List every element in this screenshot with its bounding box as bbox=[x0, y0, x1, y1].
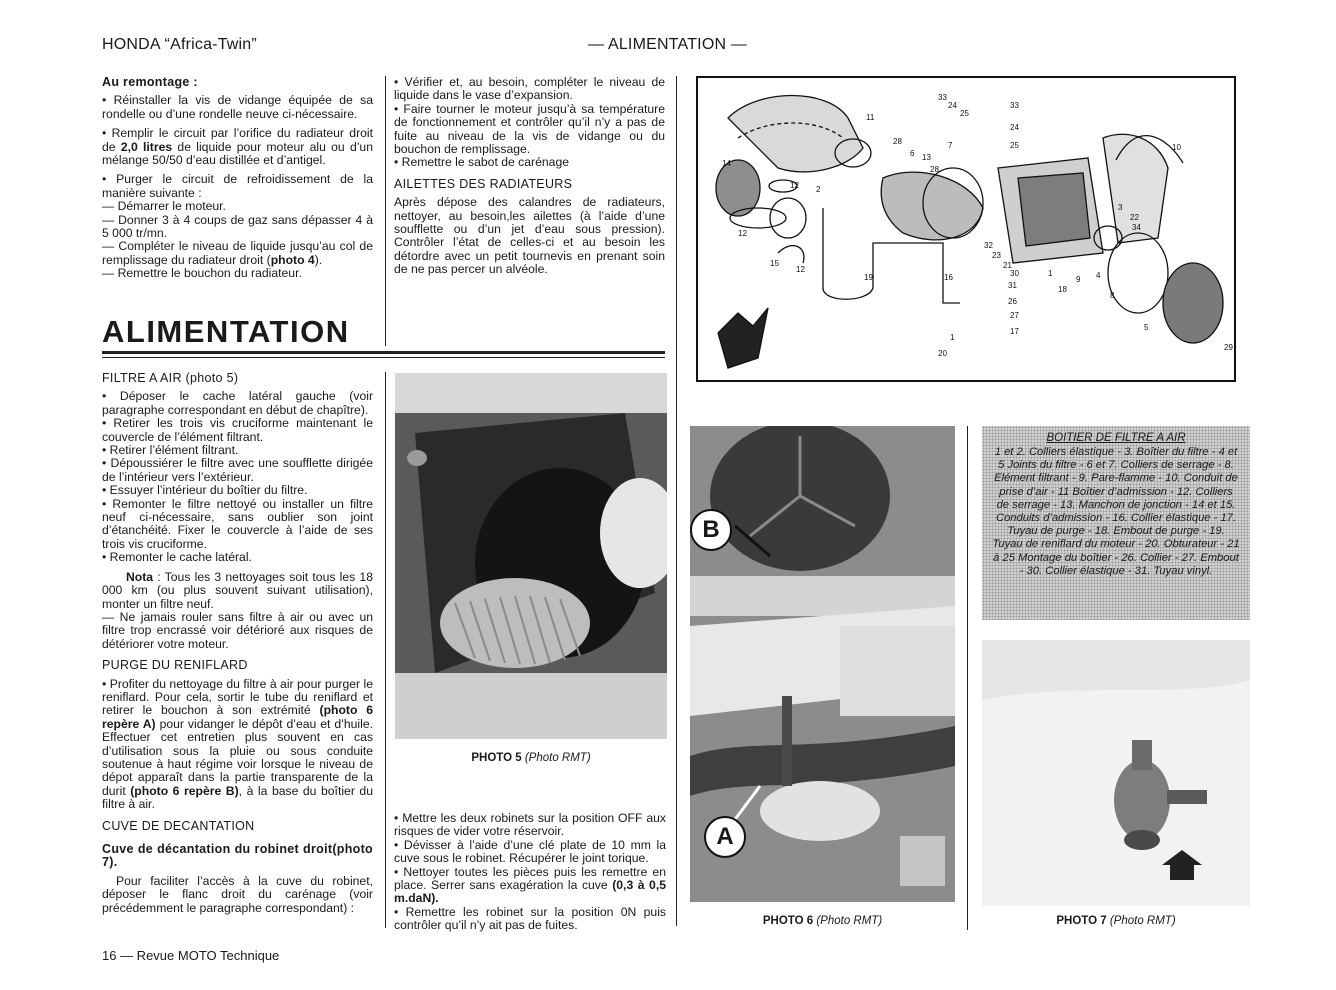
diagram-callout: 11 bbox=[866, 113, 875, 122]
exploded-diagram bbox=[696, 76, 1236, 382]
marker-b: B bbox=[690, 509, 732, 551]
column-divider bbox=[676, 76, 677, 926]
paragraph: • Vérifier et, au besoin, compléter le niveau de liquide dans le vase d’expansion. bbox=[394, 76, 665, 103]
diagram-callout: 10 bbox=[1172, 143, 1181, 152]
diagram-callout: 8 bbox=[1110, 291, 1115, 300]
note-label: Nota bbox=[126, 569, 154, 584]
diagram-callout: 15 bbox=[770, 259, 779, 268]
running-header-left: HONDA “Africa-Twin” bbox=[102, 36, 257, 53]
paragraph: • Purger le circuit de refroidissement de la manière suivante : bbox=[102, 173, 373, 200]
column-divider bbox=[385, 76, 386, 346]
page-footer: 16 — Revue MOTO Technique bbox=[102, 948, 280, 963]
column-1 bbox=[102, 76, 373, 281]
text-run: Profiter du nettoyage du filtre à air pour purger le reniflard. Pour cela, sortir le tube du reniflard et retirer le bouchon à son extrémité bbox=[102, 676, 373, 718]
running-header-center: — ALIMENTATION — bbox=[588, 36, 748, 53]
text-run-bold: (0,3 à 0,5 m.daN). bbox=[394, 878, 666, 906]
section-title: ALIMENTATION bbox=[102, 314, 350, 349]
note bbox=[102, 571, 373, 611]
photo-7-image bbox=[982, 640, 1250, 906]
diagram-callout: 7 bbox=[948, 141, 953, 150]
diagram-callout: 30 bbox=[1010, 269, 1019, 278]
column-2 bbox=[394, 76, 665, 283]
diagram-callout: 6 bbox=[910, 149, 915, 158]
diagram-callout: 28 bbox=[893, 137, 902, 146]
paragraph: • Essuyer l’intérieur du boîtier du filtre. bbox=[102, 484, 373, 497]
diagram-callout: 31 bbox=[1008, 281, 1017, 290]
title-rule bbox=[102, 357, 665, 358]
diagram-callout: 12 bbox=[738, 229, 747, 238]
diagram-callout: 19 bbox=[864, 273, 873, 282]
diagram-callout: 25 bbox=[960, 109, 969, 118]
diagram-callout: 14 bbox=[722, 159, 731, 168]
text-run-bold: photo 4 bbox=[270, 252, 315, 267]
column-4 bbox=[394, 812, 666, 933]
text-run: pour vidanger le dépôt d’eau et d’huile. Effectuer cet entretien plus souvent en cas d’utilisation sous la pluie ou sous conduite soutenue à haut régime voir lorsque le niveau de dépot apparaît dans la partie transparente de la durit bbox=[102, 716, 373, 798]
caption-credit: (Photo RMT) bbox=[524, 752, 591, 764]
diagram-callout: 29 bbox=[1224, 343, 1233, 352]
diagram-legend bbox=[982, 426, 1250, 620]
paragraph bbox=[102, 127, 373, 167]
photo-7 bbox=[982, 640, 1250, 906]
paragraph: • Dépoussiérer le filtre avec une soufflette dirigée de l’intérieur vers l’extérieur. bbox=[102, 457, 373, 484]
photo-7-caption bbox=[982, 915, 1250, 927]
diagram-callout: 22 bbox=[1130, 213, 1139, 222]
diagram-callout: 33 bbox=[938, 93, 947, 102]
paragraph bbox=[394, 866, 666, 906]
paragraph: — Ne jamais rouler sans filtre à air ou avec un filtre trop encrassé voir détérioré aux risques de détériorer votre moteur. bbox=[102, 609, 373, 651]
diagram-callout: 32 bbox=[984, 241, 993, 250]
legend-text: 1 et 2. Colliers élastique - 3. Boîtier du filtre - 4 et 5 Joints du filtre - 6 et 7. Colliers de serrage - 8. Elément filtrant - 9. Pare-flamme - 10. Conduit de prise d’air - 11 Boîtier d’admission - 12. Colliers de serrage - 13. Manchon de jonction - 14 et 15. Conduits d’admission - 16. Collier élastique - 17. Tuyau de purge - 18. Embout de purge - 19. Tuyau de reniflard du moteur - 20. Obturateur - 21 à 25 Montage du boîtier - 26. Collier - 27. Embout - 30. Collier élastique - 31. Tuyau vinyl. bbox=[992, 446, 1240, 577]
diagram-callout: 33 bbox=[1010, 101, 1019, 110]
diagram-callout: 12 bbox=[790, 181, 799, 190]
photo-5-caption bbox=[395, 752, 667, 764]
diagram-callout: 16 bbox=[944, 273, 953, 282]
filtre-heading: FILTRE A AIR (photo 5) bbox=[102, 371, 239, 385]
dash-item bbox=[102, 240, 373, 267]
purge-heading: PURGE DU RENIFLARD bbox=[102, 658, 248, 673]
text-run-bold: 2,0 litres bbox=[120, 139, 173, 154]
paragraph: Après dépose des calandres de radiateurs, nettoyer, au besoin,les ailettes (à l’aide d’une soufflette ou d’un jet d’eau sous pression). Contrôler l’état de celles-ci et au besoin les détordre avec un petit tournevis en prenant soin de ne pas percer un alvéole. bbox=[394, 195, 665, 277]
diagram-callout: 12 bbox=[796, 265, 805, 274]
cuve-heading: CUVE DE DECANTATION bbox=[102, 818, 255, 833]
text-run-bold: (photo 6 repère A) bbox=[102, 703, 374, 731]
diagram-callout: 5 bbox=[1144, 323, 1149, 332]
paragraph bbox=[102, 678, 373, 812]
text-run: ). bbox=[314, 252, 323, 267]
photo-6-caption bbox=[690, 915, 955, 927]
text-run: Nettoyer toutes les pièces puis les remettre en place. Serrer sans exagération la cuve bbox=[394, 864, 666, 893]
photo-5-image bbox=[395, 373, 667, 739]
paragraph: • Retirer les trois vis cruciforme maintenant le couvercle de l’élément filtrant. bbox=[102, 417, 373, 444]
paragraph: Pour faciliter l’accès à la cuve du robinet, déposer le flanc droit du carénage (voir précédemment le paragraphe correspondant) : bbox=[102, 873, 373, 915]
column-3 bbox=[102, 372, 373, 921]
caption-label: PHOTO 5 bbox=[471, 752, 522, 764]
photo-6 bbox=[690, 426, 955, 902]
text-run-bold: (photo 6 repère B) bbox=[130, 783, 239, 798]
diagram-callout: 25 bbox=[1010, 141, 1019, 150]
caption-label: PHOTO 6 bbox=[762, 915, 814, 927]
dash-item: — Démarrer le moteur. bbox=[102, 199, 226, 214]
legend-title: BOITIER DE FILTRE A AIR bbox=[1046, 432, 1186, 444]
diagram-callout: 2 bbox=[816, 185, 821, 194]
caption-label: PHOTO 7 bbox=[1056, 915, 1107, 927]
paragraph: • Réinstaller la vis de vidange équipée de sa rondelle ou d’une rondelle neuve ci-nécessaire. bbox=[102, 94, 373, 121]
text-run: — Compléter le niveau de liquide jusqu’au col de remplissage du radiateur droit ( bbox=[102, 239, 373, 267]
diagram-callout: 1 bbox=[950, 333, 955, 342]
paragraph: • Mettre les deux robinets sur la position OFF aux risques de vider votre réservoir. bbox=[394, 812, 666, 839]
diagram-callout: 28 bbox=[930, 165, 939, 174]
diagram-callout: 9 bbox=[1076, 275, 1081, 284]
paragraph: • Déposer le cache latéral gauche (voir paragraphe correspondant en début de chapître). bbox=[102, 390, 373, 417]
caption-credit: (Photo RMT) bbox=[1109, 915, 1176, 927]
diagram-callout: 13 bbox=[922, 153, 931, 162]
diagram-callout: 24 bbox=[1010, 123, 1019, 132]
paragraph: • Remonter le cache latéral. bbox=[102, 551, 373, 564]
paragraph: • Remonter le filtre nettoyé ou installer un filtre neuf ci-nécessaire, sans oublier son joint d’étanchéité. Fixer le couvercle à l’aide de ses trois vis cruciforme. bbox=[102, 498, 373, 552]
diagram-callout: 18 bbox=[1058, 285, 1067, 294]
diagram-drawing bbox=[698, 78, 1234, 380]
dash-item: — Donner 3 à 4 coups de gaz sans dépasser 4 à 5 000 tr/mn. bbox=[102, 212, 373, 241]
paragraph: • Dévisser à l’aide d’une clé plate de 10 mm la cuve sous le robinet. Récupérer le joint torique. bbox=[394, 839, 666, 866]
diagram-callout: 34 bbox=[1132, 223, 1141, 232]
marker-a: A bbox=[704, 816, 746, 858]
text-run: de liquide pour moteur alu ou d’un mélange 50/50 d’eau distillée et d’antigel. bbox=[102, 139, 373, 168]
paragraph: • Retirer l’élément filtrant. bbox=[102, 444, 373, 457]
paragraph: • Remettre les robinet sur la position 0N puis contrôler qu’il n’y ait pas de fuites. bbox=[394, 906, 666, 933]
title-rule bbox=[102, 351, 665, 354]
diagram-callout: 20 bbox=[938, 349, 947, 358]
diagram-callout: 24 bbox=[948, 101, 957, 110]
column-divider bbox=[967, 426, 968, 930]
diagram-callout: 27 bbox=[1010, 311, 1019, 320]
diagram-callout: 26 bbox=[1008, 297, 1017, 306]
diagram-callout: 21 bbox=[1003, 261, 1012, 270]
photo-5 bbox=[395, 373, 667, 739]
diagram-callout: 4 bbox=[1096, 271, 1101, 280]
text-run: , à la base du boîtier du filtre à air. bbox=[102, 783, 373, 812]
remontage-heading: Au remontage : bbox=[102, 75, 198, 89]
diagram-callout: 1 bbox=[1048, 269, 1053, 278]
caption-credit: (Photo RMT) bbox=[816, 915, 883, 927]
text-run: Remplir le circuit par l’orifice du radiateur droit de bbox=[102, 126, 374, 154]
ailettes-heading: AILETTES DES RADIATEURS bbox=[394, 176, 573, 191]
paragraph: • Remettre le sabot de carénage bbox=[394, 156, 665, 169]
column-divider bbox=[385, 372, 386, 928]
paragraph: • Faire tourner le moteur jusqu’à sa température de fonctionnement et contrôler qu’il n’y a pas de fuite au niveau de la vis de vidange ou du bouchon de remplissage. bbox=[394, 103, 665, 157]
diagram-callout: 17 bbox=[1010, 327, 1019, 336]
dash-item: — Remettre le bouchon du radiateur. bbox=[102, 266, 302, 281]
diagram-callout: 3 bbox=[1118, 203, 1123, 212]
diagram-callout: 23 bbox=[992, 251, 1001, 260]
cuve-subheading: Cuve de décantation du robinet droit(photo 7). bbox=[102, 842, 373, 870]
text-run: : Tous les 3 nettoyages soit tous les 18 000 km (ou plus souvent suivant utilisation), monter un filtre neuf. bbox=[102, 569, 373, 611]
